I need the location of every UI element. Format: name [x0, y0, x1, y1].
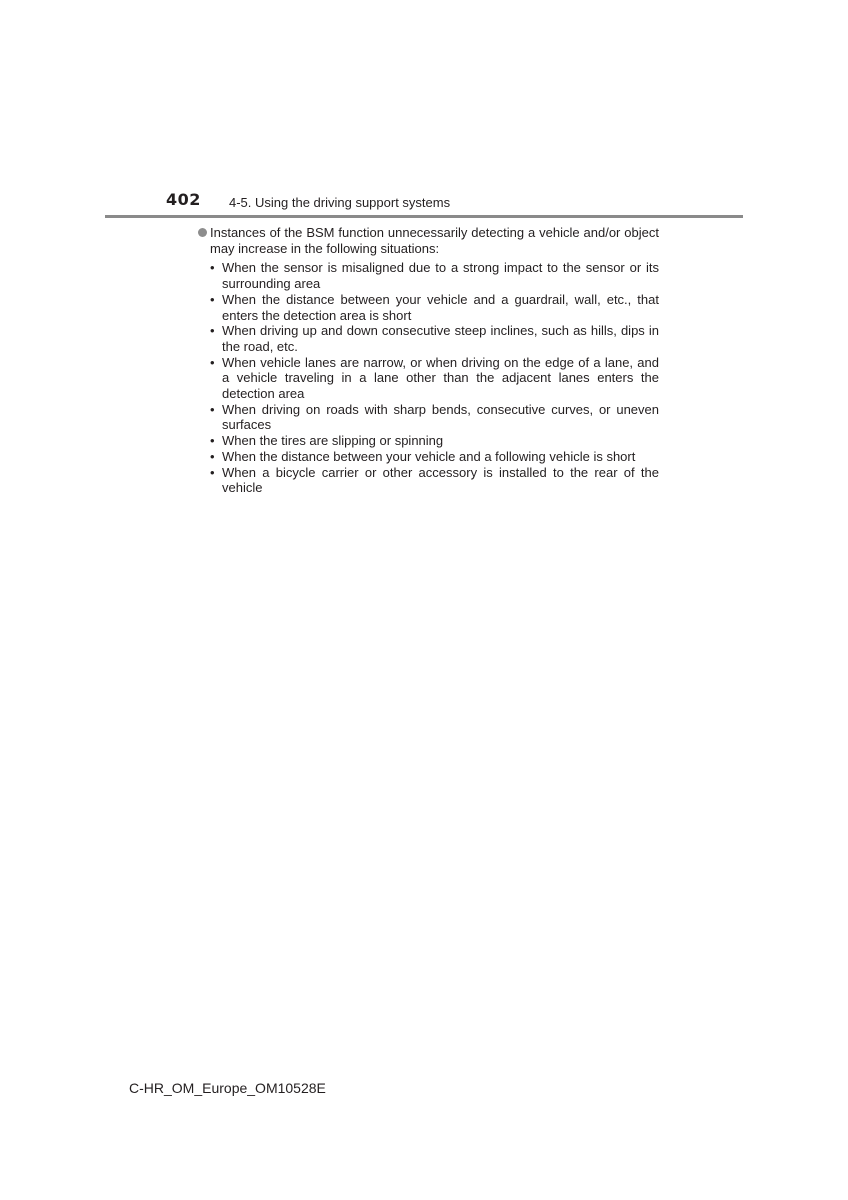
list-item-text: When the sensor is misaligned due to a strong impact to the sensor or its surrounding area — [222, 260, 659, 292]
list-item-text: When driving up and down consecutive steep inclines, such as hills, dips in the road, etc. — [222, 323, 659, 354]
section-title: 4-5. Using the driving support systems — [229, 195, 451, 210]
list-item — [210, 433, 659, 449]
lead-paragraph — [210, 225, 659, 256]
list-item — [210, 401, 659, 433]
list-item — [210, 260, 659, 292]
bullet-icon: • — [210, 260, 215, 276]
document-code: C-HR_OM_Europe_OM10528E — [129, 1080, 326, 1096]
bullet-icon: • — [210, 354, 215, 370]
page-number: 402 — [166, 190, 201, 209]
bullet-icon: • — [210, 464, 215, 480]
situation-list — [210, 260, 659, 496]
bullet-icon: • — [210, 401, 215, 417]
list-item — [210, 448, 659, 465]
list-item — [210, 464, 659, 496]
list-item-text: When the tires are slipping or spinning — [222, 433, 444, 449]
list-item-text: When vehicle lanes are narrow, or when driving on the edge of a lane, and a vehicle traveling in a lane other than the adjacent lanes enters the detection area — [222, 354, 659, 402]
list-item — [210, 291, 659, 323]
list-item-text: When driving on roads with sharp bends, consecutive curves, or uneven surfaces — [222, 401, 659, 433]
list-item-text: When the distance between your vehicle and a following vehicle is short — [222, 448, 636, 464]
bullet-icon: • — [210, 433, 215, 449]
header-rule — [105, 215, 743, 218]
bullet-icon: • — [210, 323, 215, 339]
lead-text: Instances of the BSM function unnecessarily detecting a vehicle and/or object may increase in the following situations: — [210, 225, 659, 256]
circle-bullet-icon — [198, 228, 207, 237]
content-block — [210, 225, 659, 496]
list-item-text: When the distance between your vehicle and a guardrail, wall, etc., that enters the detection area is short — [222, 291, 659, 323]
list-item — [210, 354, 659, 402]
bullet-icon: • — [210, 291, 215, 307]
list-item — [210, 323, 659, 354]
bullet-icon: • — [210, 448, 215, 464]
list-item-text: When a bicycle carrier or other accessory is installed to the rear of the vehicle — [222, 464, 659, 496]
